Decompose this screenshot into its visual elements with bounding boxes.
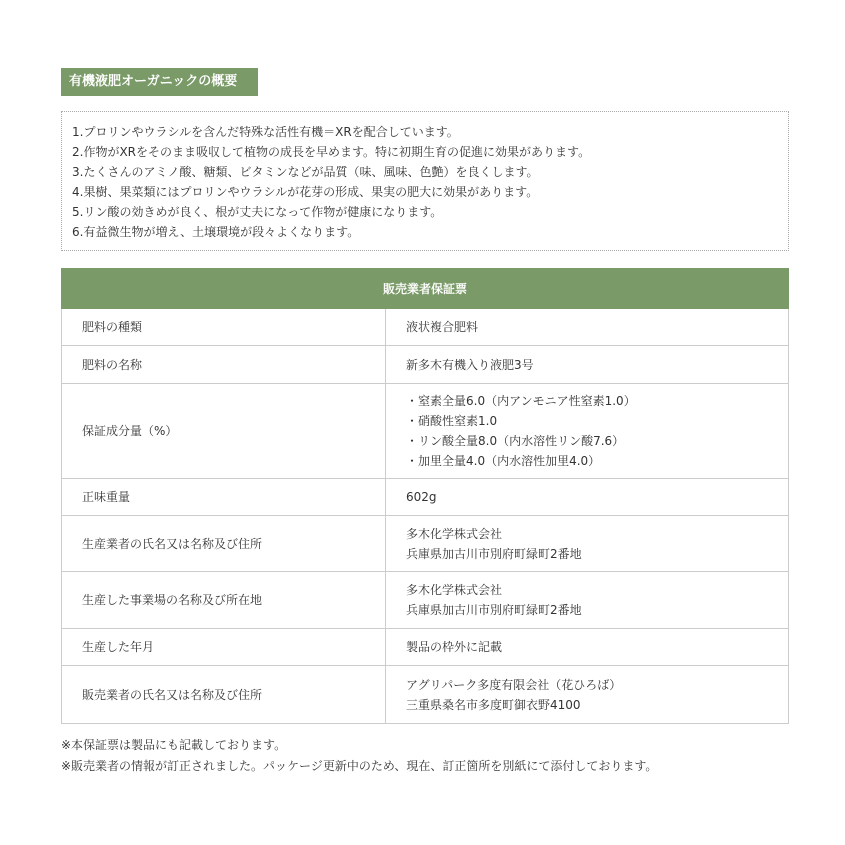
value-line: 製品の枠外に記載 bbox=[406, 640, 503, 654]
feature-item: 4.果樹、果菜類にはプロリンやウラシルが花芽の形成、果実の肥大に効果があります。 bbox=[72, 185, 539, 199]
value-line: 兵庫県加古川市別府町緑町2番地 bbox=[406, 546, 582, 561]
value-line: 液状複合肥料 bbox=[406, 320, 479, 334]
table-row bbox=[62, 479, 789, 516]
value-line: ・窒素全量6.0（内アンモニア性窒素1.0） bbox=[406, 394, 636, 408]
row-label: 正味重量 bbox=[62, 479, 386, 516]
footnotes bbox=[61, 735, 657, 777]
row-label: 生産した年月 bbox=[62, 629, 386, 666]
feature-item: 1.プロリンやウラシルを含んだ特殊な活性有機＝XRを配合しています。 bbox=[72, 125, 459, 139]
row-value bbox=[386, 384, 789, 479]
table-row bbox=[62, 384, 789, 479]
value-line: 兵庫県加古川市別府町緑町2番地 bbox=[406, 603, 582, 617]
value-line: ・リン酸全量8.0（内水溶性リン酸7.6） bbox=[406, 434, 625, 448]
table-row bbox=[62, 309, 789, 346]
guarantee-table bbox=[61, 268, 789, 724]
value-line: ・硝酸性窒素1.0 bbox=[406, 414, 498, 428]
value-line: 多木化学株式会社 bbox=[406, 526, 503, 541]
row-label: 保証成分量（%） bbox=[62, 384, 386, 479]
table-row bbox=[62, 629, 789, 666]
row-label: 生産業者の氏名又は名称及び住所 bbox=[62, 516, 386, 572]
table-row bbox=[62, 572, 789, 629]
value-line: アグリパーク多度有限会社（花ひろば） bbox=[406, 677, 622, 692]
table-row bbox=[62, 346, 789, 384]
value-line: ・加里全量4.0（内水溶性加里4.0） bbox=[406, 454, 601, 468]
footnote: ※本保証票は製品にも記載しております。 bbox=[61, 738, 287, 752]
table-row bbox=[62, 516, 789, 572]
feature-item: 3.たくさんのアミノ酸、糖類、ビタミンなどが品質（味、風味、色艶）を良くします。 bbox=[72, 165, 539, 179]
value-line: 三重県桑名市多度町御衣野4100 bbox=[406, 697, 581, 712]
section-title: 有機液肥オーガニックの概要 bbox=[61, 68, 258, 96]
features-box bbox=[61, 111, 789, 251]
row-value bbox=[386, 309, 789, 346]
table-header: 販売業者保証票 bbox=[62, 269, 789, 309]
feature-item: 2.作物がXRをそのまま吸収して植物の成長を早めます。特に初期生育の促進に効果があります。 bbox=[72, 145, 591, 159]
value-line: 多木化学株式会社 bbox=[406, 583, 503, 597]
row-value bbox=[386, 629, 789, 666]
value-line: 602g bbox=[406, 490, 437, 504]
table-row bbox=[62, 666, 789, 724]
footnote: ※販売業者の情報が訂正されました。パッケージ更新中のため、現在、訂正箇所を別紙にて添付しております。 bbox=[61, 759, 658, 773]
feature-item: 5.リン酸の効きめが良く、根が丈夫になって作物が健康になります。 bbox=[72, 205, 443, 219]
row-label: 肥料の種類 bbox=[62, 309, 386, 346]
row-value bbox=[386, 346, 789, 384]
row-value bbox=[386, 572, 789, 629]
value-line: 新多木有機入り液肥3号 bbox=[406, 357, 534, 372]
row-label: 肥料の名称 bbox=[62, 346, 386, 384]
row-value bbox=[386, 479, 789, 516]
row-label: 販売業者の氏名又は名称及び住所 bbox=[62, 666, 386, 724]
row-label: 生産した事業場の名称及び所在地 bbox=[62, 572, 386, 629]
row-value bbox=[386, 516, 789, 572]
feature-item: 6.有益微生物が増え、土壌環境が段々よくなります。 bbox=[72, 225, 360, 239]
row-value bbox=[386, 666, 789, 724]
